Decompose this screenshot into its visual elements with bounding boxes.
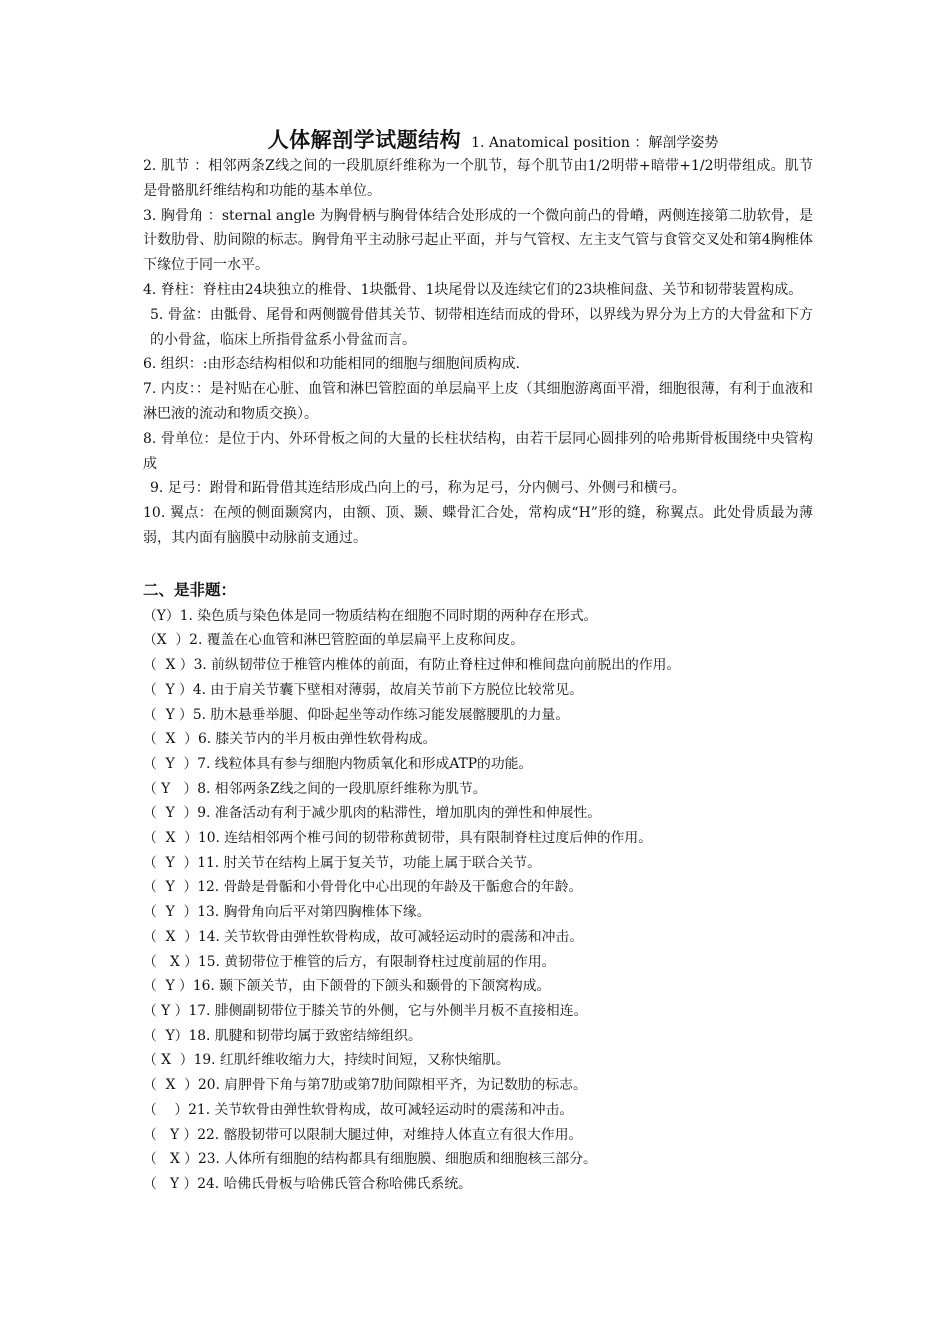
definition-item-3: 3. 胸骨角 ：sternal angle 为胸骨柄与胸骨体结合处形成的一个微向前凸的骨嵴，两侧连接第二肋软骨，是计数肋骨、肋间隙的标志。胸骨角平主动脉弓起止平面，并与气管杈、左主支气管与食管交叉处和第4胸椎体下缘位于同一水平。 xyxy=(143,207,813,274)
true-false-item-3: （ X ）3. 前纵韧带位于椎管内椎体的前面，有防止脊柱过伸和椎间盘向前脱出的作用。 xyxy=(143,657,681,674)
document-body xyxy=(143,120,813,1197)
true-false-item-8: （ Y ）8. 相邻两条Z线之间的一段肌原纤维称为肌节。 xyxy=(143,780,487,797)
true-false-item-17: （ Y ）17. 腓侧副韧带位于膝关节的外侧，它与外侧半月板不直接相连。 xyxy=(143,1003,588,1019)
true-false-item-10: （ X ）10. 连结相邻两个椎弓间的韧带称黄韧带，具有限制脊柱过度后伸的作用。 xyxy=(143,830,652,847)
true-false-item-6: （ X ）6. 膝关节内的半月板由弹性软骨构成。 xyxy=(143,731,437,748)
true-false-item-7: （ Y ）7. 线粒体具有参与细胞内物质氧化和形成ATP的功能。 xyxy=(143,755,533,772)
definition-item-10: 10. 翼点：在颅的侧面颞窝内，由额、顶、颞、蝶骨汇合处，常构成“H”形的缝，称翼点。此处骨质最为薄弱，其内面有脑膜中动脉前支通过。 xyxy=(143,505,813,546)
definition-item-1: 1. Anatomical position ：解剖学姿势 xyxy=(471,135,719,151)
true-false-item-12: （ Y ）12. 骨龄是骨骺和小骨骨化中心出现的年龄及干骺愈合的年龄。 xyxy=(143,879,583,896)
page-title: 人体解剖学试题结构 xyxy=(267,128,462,152)
true-false-item-16: （ Y ）16. 颞下颌关节，由下颌骨的下颌头和颞骨的下颌窝构成。 xyxy=(143,978,551,995)
definition-item-2: 2. 肌节 ：相邻两条Z线之间的一段肌原纤维称为一个肌节，每个肌节由1/2明带+暗带+1/2明带组成。肌节是骨骼肌纤维结构和功能的基本单位。 xyxy=(143,158,813,199)
definition-item-8: 8. 骨单位：是位于内、外环骨板之间的大量的长柱状结构，由若干层同心圆排列的哈弗斯骨板围绕中央管构成 xyxy=(143,430,813,472)
true-false-item-23: （ X ）23. 人体所有细胞的结构都具有细胞膜、细胞质和细胞核三部分。 xyxy=(143,1151,597,1168)
title-line xyxy=(173,120,813,154)
section-heading-true-false: 二、是非题： xyxy=(143,580,237,599)
true-false-item-19: （ X ）19. 红肌纤维收缩力大，持续时间短，又称快缩肌。 xyxy=(143,1052,510,1069)
true-false-item-11: （ Y ）11. 肘关节在结构上属于复关节，功能上属于联合关节。 xyxy=(143,854,541,871)
true-false-item-24: （ Y ）24. 哈佛氏骨板与哈佛氏管合称哈佛氏系统。 xyxy=(143,1175,472,1192)
true-false-item-2: （X ）2. 覆盖在心血管和淋巴管腔面的单层扁平上皮称间皮。 xyxy=(143,632,525,649)
true-false-item-15: （ X ）15. 黄韧带位于椎管的后方，有限制脊柱过度前屈的作用。 xyxy=(143,953,556,970)
definition-item-9: 9. 足弓：跗骨和跖骨借其连结形成凸向上的弓，称为足弓，分内侧弓、外侧弓和横弓。 xyxy=(150,480,686,497)
true-false-item-14: （ X ）14. 关节软骨由弹性软骨构成，故可减轻运动时的震荡和冲击。 xyxy=(143,928,584,945)
true-false-item-20: （ X ）20. 肩胛骨下角与第7肋或第7肋间隙相平齐，为记数肋的标志。 xyxy=(143,1077,587,1094)
true-false-item-1: （Y）1. 染色质与染色体是同一物质结构在细胞不同时期的两种存在形式。 xyxy=(143,607,598,624)
true-false-item-13: （ Y ）13. 胸骨角向后平对第四胸椎体下缘。 xyxy=(143,904,431,921)
definition-item-7: 7. 内皮：：是衬贴在心脏、血管和淋巴管腔面的单层扁平上皮（其细胞游离面平滑，细胞很薄，有利于血液和淋巴液的流动和物质交换）。 xyxy=(143,381,813,422)
true-false-item-4: （ Y ）4. 由于肩关节囊下壁相对薄弱，故肩关节前下方脱位比较常见。 xyxy=(143,681,583,698)
true-false-list xyxy=(143,604,813,1197)
true-false-item-18: （ Y）18. 肌腱和韧带均属于致密结缔组织。 xyxy=(143,1027,422,1044)
definition-item-5: 5. 骨盆：由骶骨、尾骨和两侧髋骨借其关节、韧带相连结而成的骨环，以界线为界分为上方的大骨盆和下方的小骨盆，临床上所指骨盆系小骨盆而言。 xyxy=(150,306,813,348)
definition-item-4: 4. 脊柱：脊柱由24块独立的椎骨、1块骶骨、1块尾骨以及连续它们的23块椎间盘、关节和韧带装置构成。 xyxy=(143,281,803,298)
true-false-item-22: （ Y ）22. 髂股韧带可以限制大腿过伸，对维持人体直立有很大作用。 xyxy=(143,1126,583,1143)
true-false-item-21: （ ）21. 关节软骨由弹性软骨构成，故可减轻运动时的震荡和冲击。 xyxy=(143,1101,574,1118)
true-false-item-5: （ Y ）5. 肋木悬垂举腿、仰卧起坐等动作练习能发展髂腰肌的力量。 xyxy=(143,706,570,723)
definition-item-6: 6. 组织：:由形态结构相似和功能相同的细胞与细胞间质构成. xyxy=(143,356,520,373)
true-false-item-9: （ Y ）9. 准备活动有利于减少肌肉的粘滞性，增加肌肉的弹性和伸展性。 xyxy=(143,805,602,822)
